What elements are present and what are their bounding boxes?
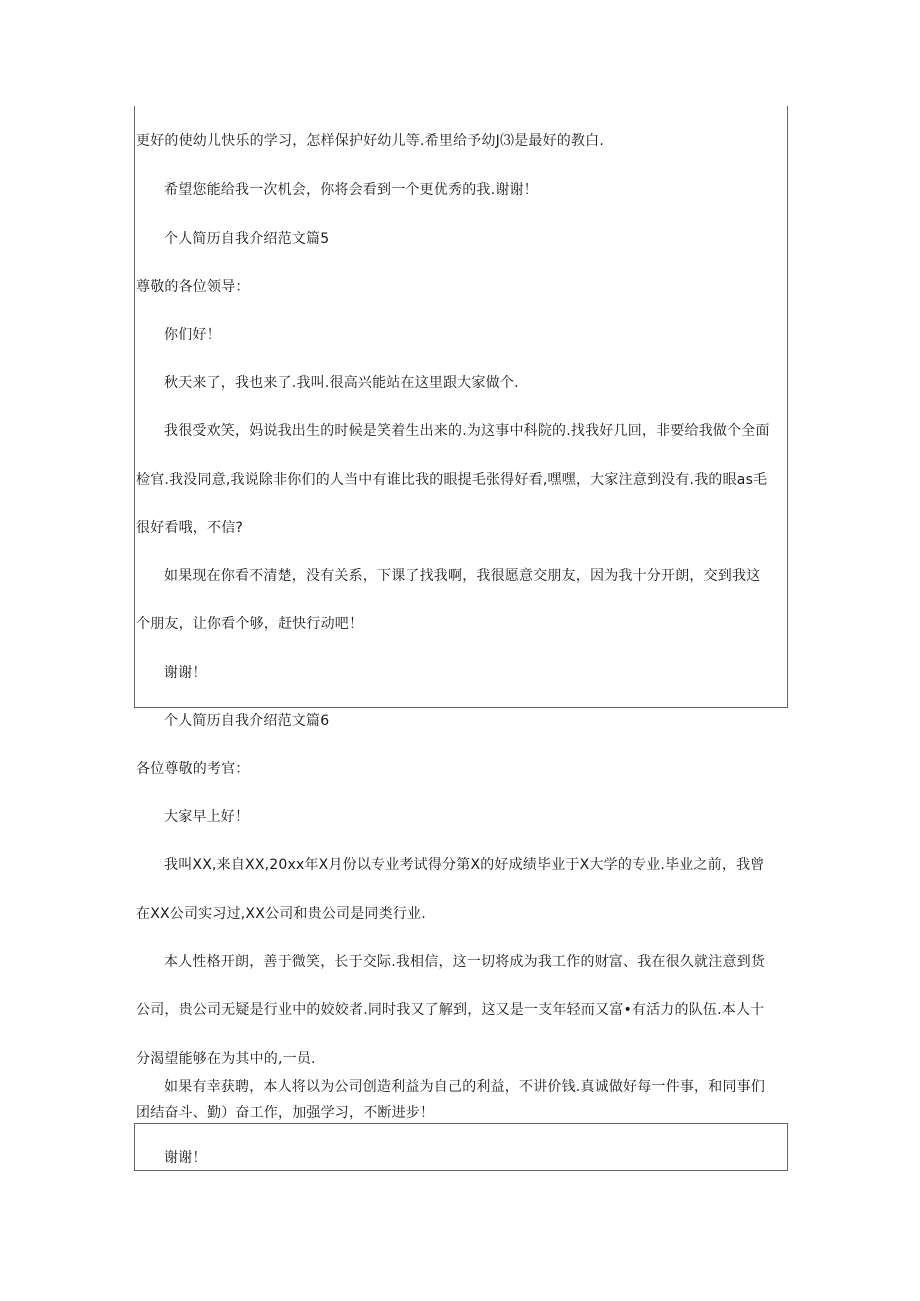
section-heading: 个人简历自我介绍范文篇5 — [164, 231, 330, 247]
paragraph-line: 如果现在你看不清楚，没有关系，下课了找我啊，我很愿意交朋友，因为我十分开朗，交到我这 — [164, 568, 761, 584]
paragraph-line: 更好的使幼儿快乐的学习，怎样保护好幼儿等.希里给予幼J⑶是最好的教白. — [136, 133, 605, 149]
paragraph-line: 我很受欢笑，妈说我出生的时候是笑着生出来的.为这事中科院的.找我好几回，非要给我做个全面 — [164, 423, 770, 439]
paragraph-line: 秋天来了，我也来了.我叫.很高兴能站在这里跟大家做个. — [164, 375, 519, 391]
paragraph-line: 我叫XX,来自XX,20xx年X月份以专业考试得分第X的好成绩毕业于X大学的专业.毕业之前，我曾 — [164, 857, 765, 873]
paragraph-line: 在XX公司实习过,XX公司和贵公司是同类行业. — [136, 906, 426, 922]
paragraph-line: 你们好！ — [164, 327, 221, 343]
paragraph-line: 希望您能给我一次机会，你将会看到一个更优秀的我.谢谢！ — [164, 182, 538, 198]
paragraph-line: 个朋友，让你看个够，赶快行动吧！ — [136, 616, 364, 632]
closing-line: 谢谢！ — [164, 1150, 207, 1166]
paragraph-line: 团结奋斗、勤）奋工作，加强学习，不断进步！ — [136, 1105, 435, 1121]
paragraph-line: 公司，贵公司无疑是行业中的姣姣者.同时我又了解到，这又是一支年轻而又富•有活力的队伍.本人十 — [136, 1002, 765, 1018]
section-heading: 个人简历自我介绍范文篇6 — [164, 713, 330, 729]
paragraph-line: 很好看哦，不信? — [136, 520, 244, 536]
paragraph-line: 分渴望能够在为其中的,一员. — [136, 1051, 316, 1067]
paragraph-line: 谢谢！ — [164, 665, 207, 681]
paragraph-line: 如果有幸获聘，本人将以为公司创造利益为自己的利益，不讲价钱.真诚做好每一件事，和同事们 — [164, 1079, 766, 1095]
salutation: 尊敬的各位领导： — [136, 279, 250, 295]
paragraph-line: 检官.我没同意,我说除非你们的人当中有谁比我的眼提毛张得好看,嘿嘿，大家注意到没有.我的眼as毛 — [136, 472, 768, 488]
paragraph-line: 本人性格开朗，善于微笑，长于交际.我相信，这一切将成为我工作的财富、我在很久就注意到货 — [164, 954, 766, 970]
salutation: 各位尊敬的考官： — [136, 761, 250, 777]
paragraph-line: 大家早上好！ — [164, 809, 250, 825]
